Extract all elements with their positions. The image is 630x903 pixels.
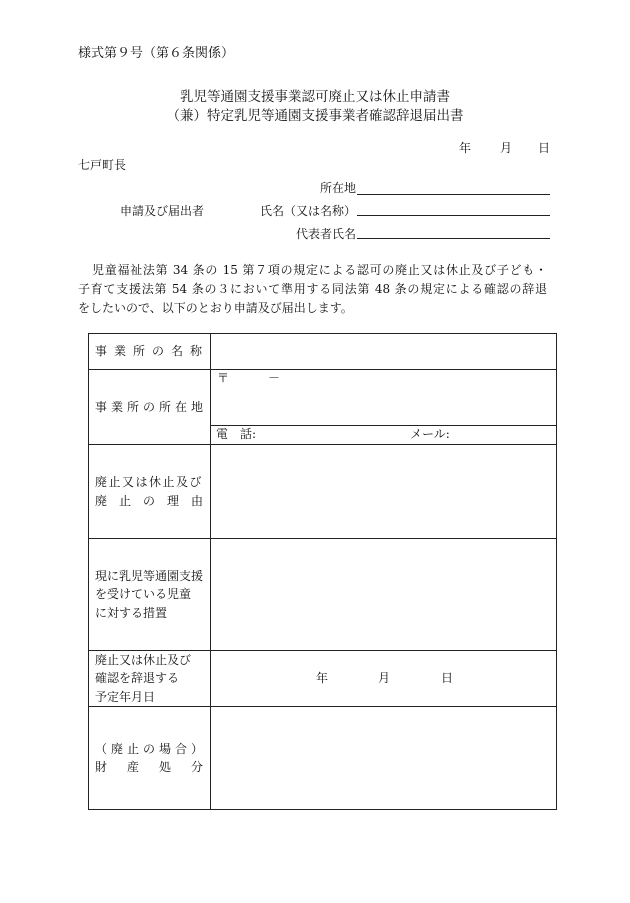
addressee: 七戸町長	[78, 158, 127, 172]
measures-label-line: 現に乳児等通園支援	[95, 568, 204, 583]
facility-name-label: 事業所の名称	[95, 344, 210, 359]
body-line: をしたいので、以下のとおり申請及び届出します。	[78, 301, 353, 315]
facility-address-label: 事業所の所在地	[95, 399, 208, 414]
postal-mark: 〒	[217, 371, 230, 385]
planned-date-label-cell	[88, 650, 211, 707]
postal-dash: －	[268, 371, 281, 385]
applicant-name-label: 氏名（又は名称）	[259, 204, 356, 218]
reason-field	[210, 444, 557, 539]
body-line: 児童福祉法第 34 条の 15 第７項の規定による認可の廃止又は休止及び子ども・	[92, 263, 547, 277]
date-month-label: 月	[500, 141, 513, 155]
applicant-name-field	[357, 215, 550, 216]
email-label: メール:	[410, 427, 450, 441]
representative-name-label: 代表者氏名	[295, 227, 356, 241]
form-title-line2: （兼）特定乳児等通園支援事業者確認辞退届出書	[166, 108, 464, 124]
planned-date-label-line: 廃止又は休止及び	[95, 652, 192, 667]
form-number: 様式第９号（第６条関係）	[78, 46, 235, 61]
contact-row	[210, 425, 557, 445]
details-table	[88, 333, 557, 810]
measures-label-line: を受けている児童	[95, 587, 192, 602]
measures-label-line: に対する措置	[95, 605, 168, 620]
property-label-cell	[88, 706, 224, 810]
form-title-line1: 乳児等通園支援事業認可廃止又は休止申請書	[180, 89, 450, 105]
date-year-label: 年	[459, 141, 472, 155]
body-line: 子育て支援法第 54 条の３において準用する同法第 48 条の規定による確認の辞退	[78, 282, 547, 296]
planned-date-day-label: 日	[441, 671, 454, 685]
measures-label-cell	[88, 538, 211, 651]
phone-label: 電 話:	[216, 427, 257, 441]
reason-label-cell	[88, 444, 216, 539]
property-label-line: 財産処分	[95, 760, 224, 774]
planned-date-year-label: 年	[316, 671, 329, 685]
facility-address-label-cell	[88, 369, 211, 445]
applicant-address-label: 所在地	[319, 181, 356, 195]
planned-date-label-line: 確認を辞退する	[95, 671, 180, 686]
reason-label-line: 廃止又は休止及び	[95, 475, 204, 489]
facility-name-label-cell	[88, 333, 211, 370]
reason-label-line: 廃止の理由	[95, 493, 216, 508]
planned-date-field	[210, 650, 557, 707]
representative-name-field	[357, 238, 550, 239]
facility-name-field	[210, 333, 557, 370]
measures-field	[210, 538, 557, 651]
facility-address-field	[210, 369, 557, 426]
planned-date-label-line: 予定年月日	[95, 689, 156, 704]
property-field	[210, 706, 557, 810]
applicant-address-field	[357, 194, 550, 195]
applicant-role-label: 申請及び届出者	[120, 204, 205, 218]
date-day-label: 日	[538, 141, 551, 155]
planned-date-month-label: 月	[378, 671, 391, 685]
property-label-line: （廃止の場合）	[95, 741, 208, 756]
